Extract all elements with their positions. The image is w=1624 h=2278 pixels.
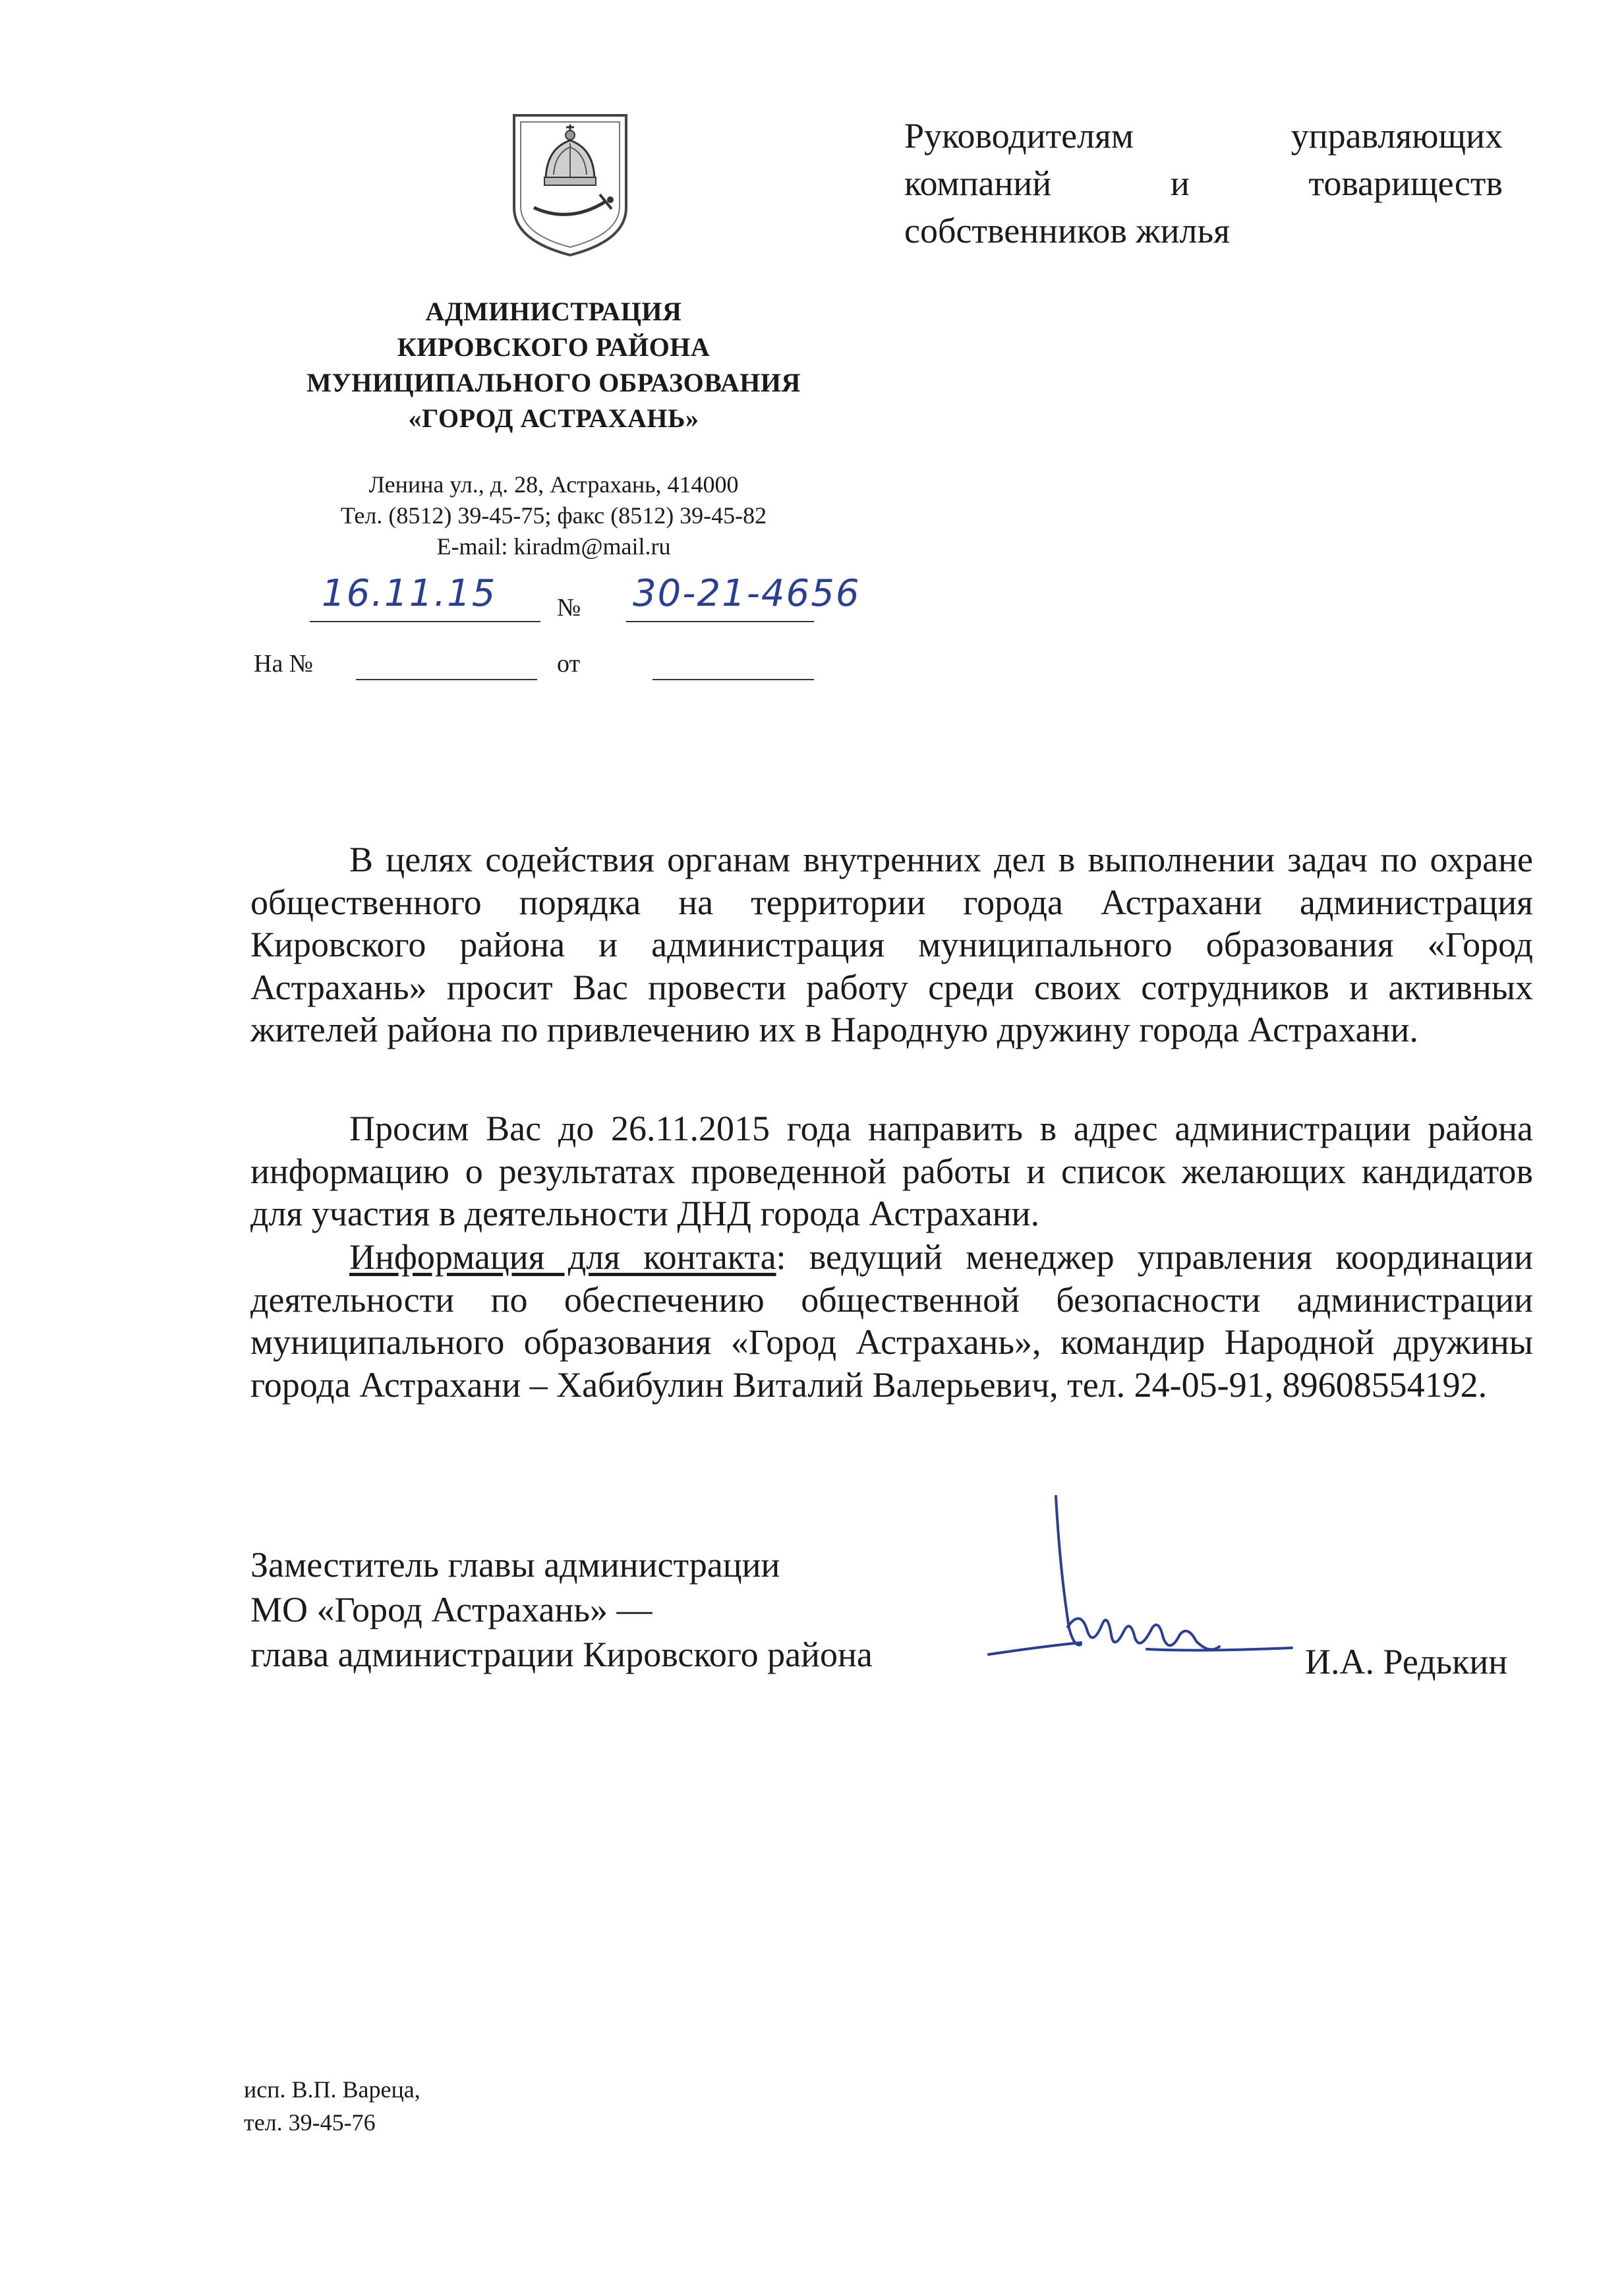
body-paragraph-1: В целях содействия органам внутренних дел в выполнении задач по охране общественного порядка на территории города Астрахани администрация Кировского района и администрация муниципального образования «Город Астрахань» просит Вас провести работу среди своих сотрудников и активных жителей района по привлечению их в Народную дружину города Астрахани.	[250, 840, 1533, 1049]
date-underline	[310, 621, 540, 622]
number-underline	[626, 621, 814, 622]
contact-info-text: : ведущий менеджер управления координации деятельности по обеспечению общественной безопасности администрации муниципального образования «Город Астрахань», командир Народной дружины города Астрахани – Хабибулин Виталий Валерьевич, тел. 24-05-91, 89608554192.	[250, 1237, 1533, 1405]
signer-title-line-3: глава администрации Кировского района	[250, 1635, 873, 1674]
reference-label: На №	[254, 650, 314, 678]
addressee-line-1: Руководителям управляющих	[904, 116, 1503, 156]
coat-of-arms-icon	[508, 109, 633, 260]
number-label: №	[557, 594, 581, 622]
org-name-line-4: «ГОРОД АСТРАХАНЬ»	[408, 403, 699, 433]
body-paragraph-2: Просим Вас до 26.11.2015 года направить в адрес администрации района информацию о результатах проведенной работы и список желающих кандидатов для участия в деятельности ДНД города Астрахани.	[250, 1109, 1533, 1233]
org-name-line-1: АДМИНИСТРАЦИЯ	[425, 297, 682, 326]
org-phone: Тел. (8512) 39-45-75; факс (8512) 39-45-82	[340, 502, 767, 529]
executor-phone: тел. 39-45-76	[244, 2109, 376, 2136]
org-address: Ленина ул., д. 28, Астрахань, 414000	[368, 471, 739, 498]
from-label: от	[557, 650, 581, 678]
addressee-line-3: собственников жилья	[904, 211, 1230, 250]
org-name-line-2: КИРОВСКОГО РАЙОНА	[397, 332, 710, 362]
org-name-line-3: МУНИЦИПАЛЬНОГО ОБРАЗОВАНИЯ	[306, 368, 801, 397]
registration-date: 16.11.15	[322, 572, 497, 615]
registration-number: 30-21-4656	[633, 572, 861, 615]
signer-name: И.А. Редькин	[1305, 1642, 1508, 1681]
executor-name: исп. В.П. Вареца,	[244, 2076, 420, 2103]
reference-underline	[356, 679, 537, 680]
addressee-line-2: компаний и товариществ	[904, 163, 1503, 203]
from-underline	[652, 679, 814, 680]
body-paragraph-3	[250, 1236, 1533, 1406]
handwritten-signature	[982, 1490, 1298, 1701]
signer-title-line-1: Заместитель главы администрации	[250, 1545, 780, 1585]
contact-info-label: Информация для контакта	[349, 1237, 776, 1277]
org-email: E-mail: kiradm@mail.ru	[436, 533, 671, 560]
signer-title-line-2: МО «Город Астрахань» —	[250, 1590, 652, 1629]
